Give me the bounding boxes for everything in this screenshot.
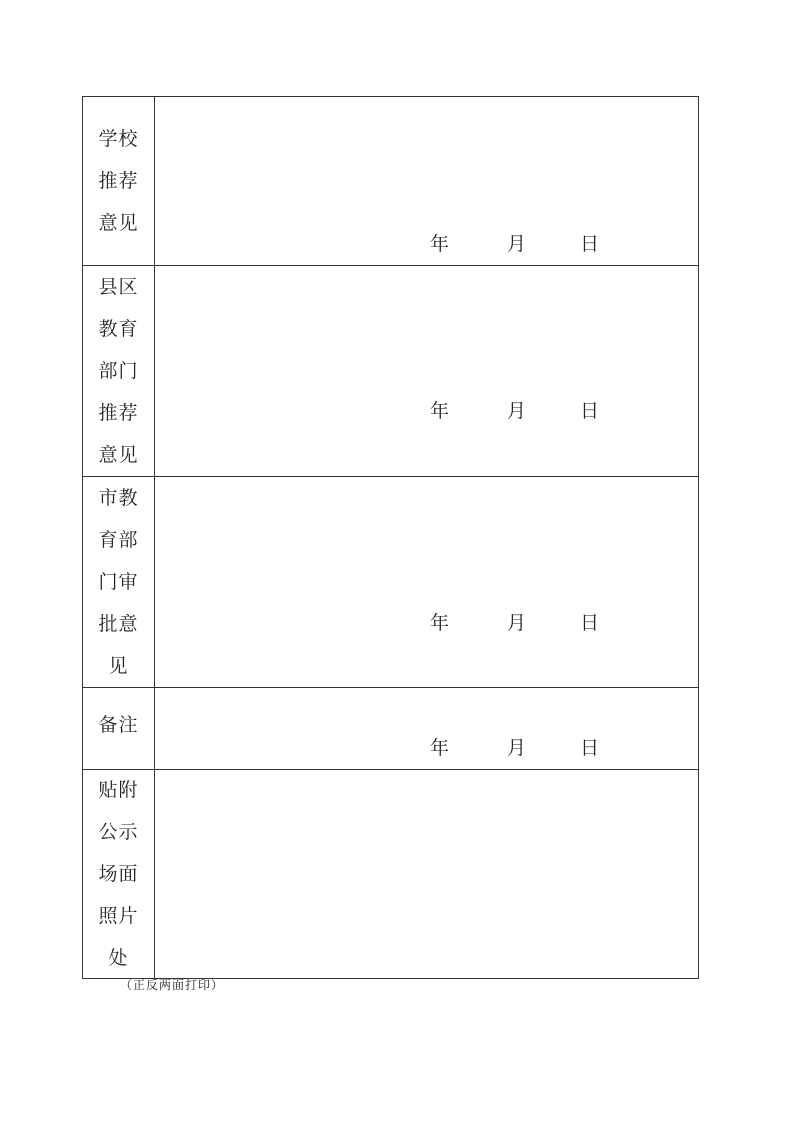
date-day-label: 日 (580, 737, 600, 759)
label-line: 批意 (98, 613, 139, 635)
row-remarks (83, 688, 698, 770)
label-city-approval (83, 477, 155, 687)
date-month-label: 月 (507, 400, 527, 422)
content-county-recommendation[interactable] (155, 266, 698, 476)
label-line: 门审 (98, 571, 139, 593)
row-county-recommendation (83, 266, 698, 477)
label-remarks (83, 688, 155, 769)
date-year-label: 年 (430, 233, 450, 255)
date-year-label: 年 (430, 737, 450, 759)
date-day-label: 日 (580, 612, 600, 634)
content-school-recommendation[interactable] (155, 97, 698, 265)
label-school-recommendation (83, 97, 155, 265)
date-year-label: 年 (430, 612, 450, 634)
label-line: 推荐 (98, 170, 139, 192)
label-line: 备注 (98, 714, 139, 736)
label-line: 见 (108, 655, 129, 677)
label-line: 照片 (98, 905, 139, 927)
photo-attachment-area[interactable] (155, 770, 698, 978)
label-county-recommendation (83, 266, 155, 476)
print-note: （正反两面打印） (120, 978, 225, 992)
label-line: 推荐 (98, 402, 139, 424)
label-line: 部门 (98, 360, 139, 382)
date-day-label: 日 (580, 233, 600, 255)
label-line: 意见 (98, 444, 139, 466)
label-line: 育部 (98, 529, 139, 551)
row-city-approval (83, 477, 698, 688)
date-month-label: 月 (507, 737, 527, 759)
date-year-label: 年 (430, 400, 450, 422)
label-line: 处 (108, 947, 129, 969)
date-day-label: 日 (580, 400, 600, 422)
label-photo-attachment (83, 770, 155, 978)
row-photo-attachment (83, 770, 698, 978)
label-line: 县区 (98, 276, 139, 298)
label-line: 贴附 (98, 779, 139, 801)
row-school-recommendation (83, 97, 698, 266)
date-month-label: 月 (507, 233, 527, 255)
label-line: 意见 (98, 212, 139, 234)
label-line: 公示 (98, 821, 139, 843)
label-line: 市教 (98, 487, 139, 509)
label-line: 场面 (98, 863, 139, 885)
content-city-approval[interactable] (155, 477, 698, 687)
date-month-label: 月 (507, 612, 527, 634)
content-remarks[interactable] (155, 688, 698, 769)
label-line: 教育 (98, 318, 139, 340)
label-line: 学校 (98, 128, 139, 150)
approval-form-table (82, 96, 699, 979)
